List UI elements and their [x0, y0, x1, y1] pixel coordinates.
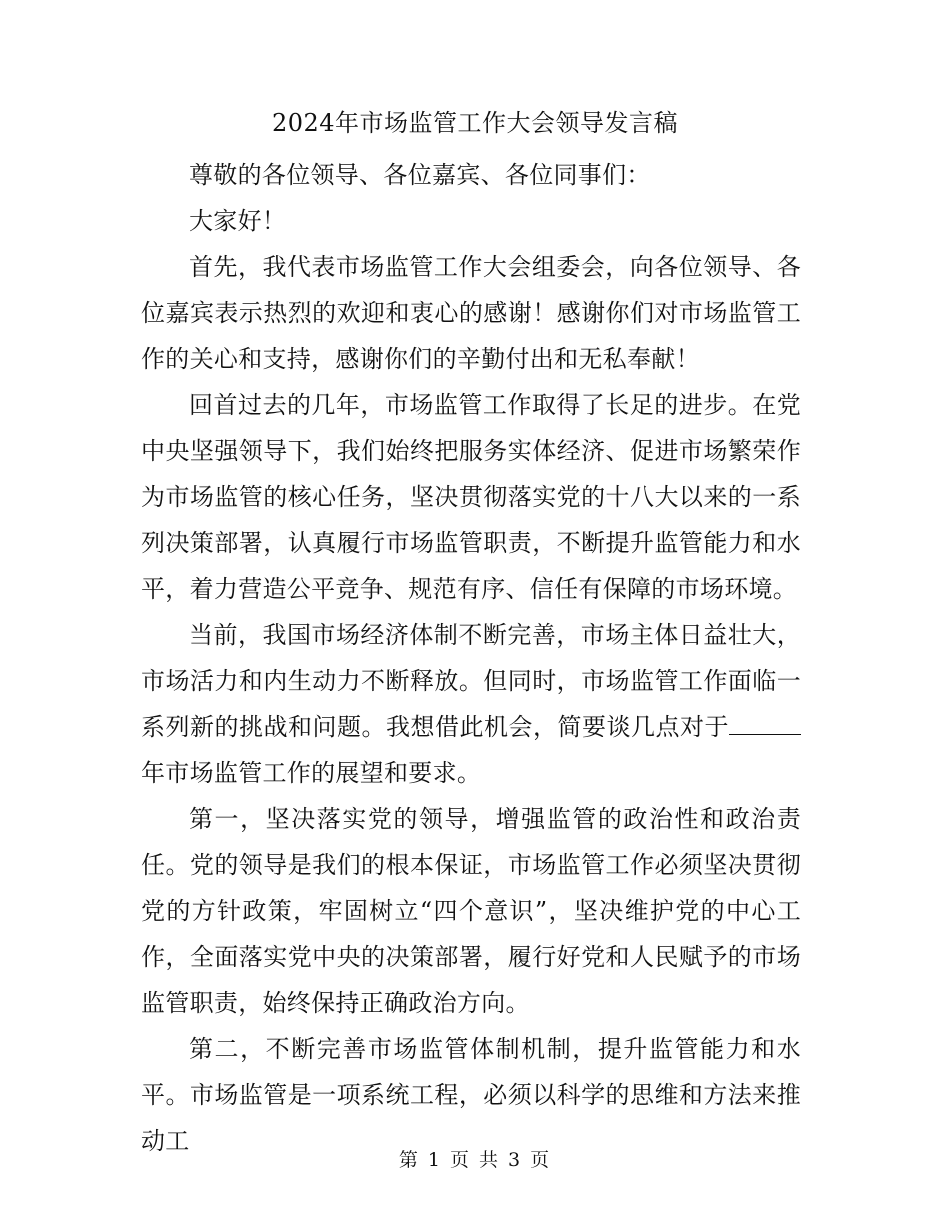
outlook-paragraph	[141, 612, 801, 796]
outlook-text-before: 当前，我国市场经济体制不断完善，市场主体日益壮大，市场活力和内生动力不断释放。但同时，市场监管工作面临一系列新的挑战和问题。我想借此机会，简要谈几点对于	[141, 621, 801, 741]
welcome-paragraph: 首先，我代表市场监管工作大会组委会，向各位领导、各位嘉宾表示热烈的欢迎和衷心的感谢！感谢你们对市场监管工作的关心和支持，感谢你们的辛勤付出和无私奉献！	[141, 253, 801, 373]
point-two-paragraph: 第二，不断完善市场监管体制机制，提升监管能力和水平。市场监管是一项系统工程，必须以科学的思维和方法来推动工	[141, 1035, 801, 1155]
page-footer: 第 1 页 共 3 页	[398, 1149, 552, 1171]
review-paragraph: 回首过去的几年，市场监管工作取得了长足的进步。在党中央坚强领导下，我们始终把服务实体经济、促进市场繁荣作为市场监管的核心任务，坚决贯彻落实党的十八大以来的一系列决策部署，认真履行市场监管职责，不断提升监管能力和水平，着力营造公平竞争、规范有序、信任有保障的市场环境。	[141, 391, 801, 603]
year-blank	[729, 708, 801, 735]
outlook-text-after: 年市场监管工作的展望和要求。	[141, 759, 482, 787]
point-one-paragraph: 第一，坚决落实党的领导，增强监管的政治性和政治责任。党的领导是我们的根本保证，市场监管工作必须坚决贯彻党的方针政策，牢固树立“四个意识”，坚决维护党的中心工作，全面落实党中央的决策部署，履行好党和人民赋予的市场监管职责，始终保持正确政治方向。	[141, 805, 801, 1017]
salutation-paragraph: 尊敬的各位领导、各位嘉宾、各位同事们：	[189, 161, 651, 189]
document-title: 2024年市场监管工作大会领导发言稿	[271, 109, 679, 137]
greeting-paragraph: 大家好！	[189, 207, 287, 235]
document-body	[141, 152, 801, 1164]
